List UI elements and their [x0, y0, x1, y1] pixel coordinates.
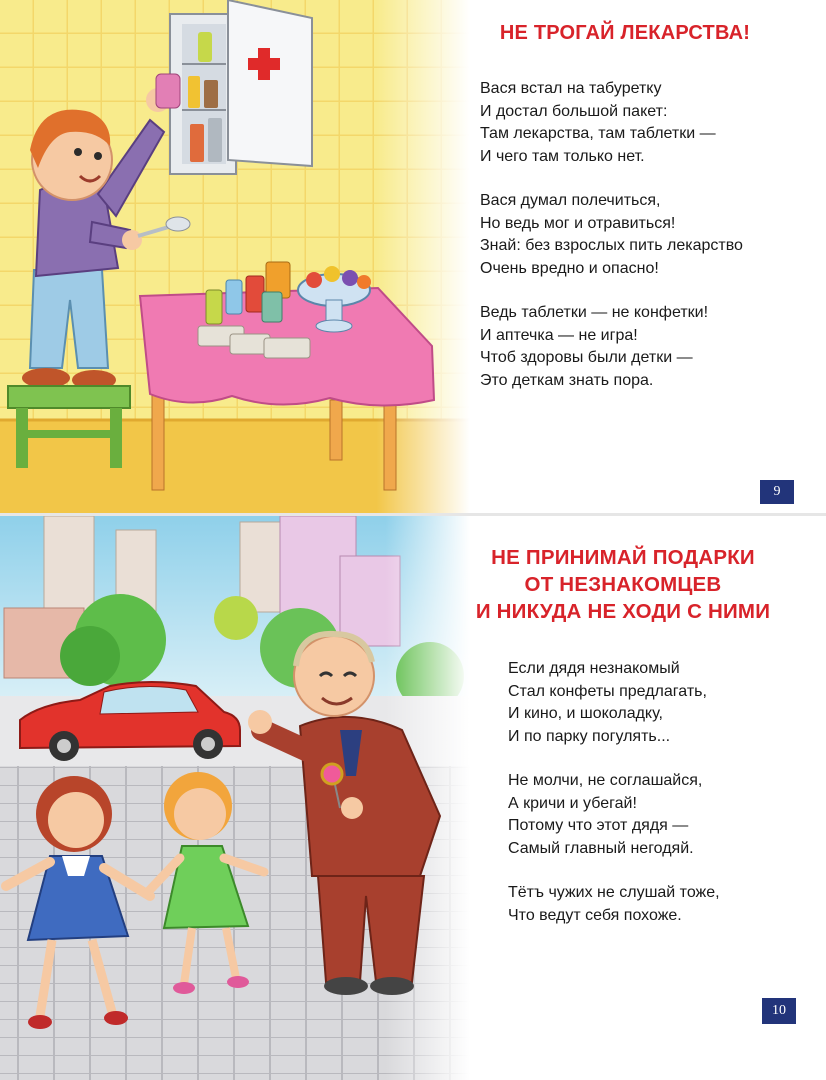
poem-line: Не молчи, не соглашайся,: [508, 772, 703, 789]
title-line: НЕ ПРИНИМАЙ ПОДАРКИ: [491, 546, 755, 569]
stanza: [508, 882, 720, 927]
stanza: [480, 78, 743, 168]
poem-line: И чего там только нет.: [480, 147, 645, 165]
poem-line: Потому что этот дядя —: [508, 817, 689, 834]
poem-line: И кино, и шоколадку,: [508, 705, 663, 722]
page-title: НЕ ТРОГАЙ ЛЕКАРСТВА!: [499, 22, 751, 44]
page-9: [0, 0, 826, 514]
stanza: [480, 190, 743, 280]
poem-line: И достал большой пакет:: [480, 102, 668, 120]
poem-line: А кричи и убегай!: [508, 794, 637, 812]
poem-text: [480, 78, 743, 414]
poem-line: Очень вредно и опасно!: [480, 259, 659, 277]
poem-line: Но ведь мог и отравиться!: [480, 214, 676, 232]
poem-line: И аптечка — не игра!: [480, 326, 638, 344]
poem-text: [508, 658, 720, 949]
poem-line: Знай: без взрослых пить лекарство: [480, 237, 743, 254]
stanza: [508, 770, 720, 860]
medicine-cabinet: [170, 0, 312, 174]
poem-line: Самый главный негодяй.: [508, 839, 694, 857]
page-10: [0, 516, 826, 1080]
poem-line: Это деткам знать пора.: [480, 371, 654, 389]
stranger-offering-candy-illustration: [0, 516, 470, 1080]
title-line: И НИКУДА НЕ ХОДИ С НИМИ: [475, 600, 771, 623]
page-number: 9: [760, 480, 794, 504]
stanza: [480, 302, 743, 392]
poem-line: Там лекарства, там таблетки —: [480, 125, 716, 142]
poem-line: Ведь таблетки — не конфетки!: [480, 304, 709, 321]
poem-line: Тётъ чужих не слушай тоже,: [508, 884, 720, 901]
poem-line: Если дядя незнакомый: [508, 660, 680, 677]
page-title: [452, 544, 794, 625]
stanza: [508, 658, 720, 748]
poem-line: Чтоб здоровы были детки —: [480, 349, 693, 366]
poem-line: Что ведут себя похоже.: [508, 906, 682, 924]
boy-medicine-cabinet-illustration: [0, 0, 470, 514]
poem-line: Вася встал на табуретку: [480, 80, 662, 97]
poem-line: И по парку погулять...: [508, 727, 671, 745]
page-number: 10: [762, 998, 796, 1024]
title-line: ОТ НЕЗНАКОМЦЕВ: [524, 573, 722, 596]
poem-line: Стал конфеты предлагать,: [508, 682, 707, 700]
poem-line: Вася думал полечиться,: [480, 192, 661, 209]
